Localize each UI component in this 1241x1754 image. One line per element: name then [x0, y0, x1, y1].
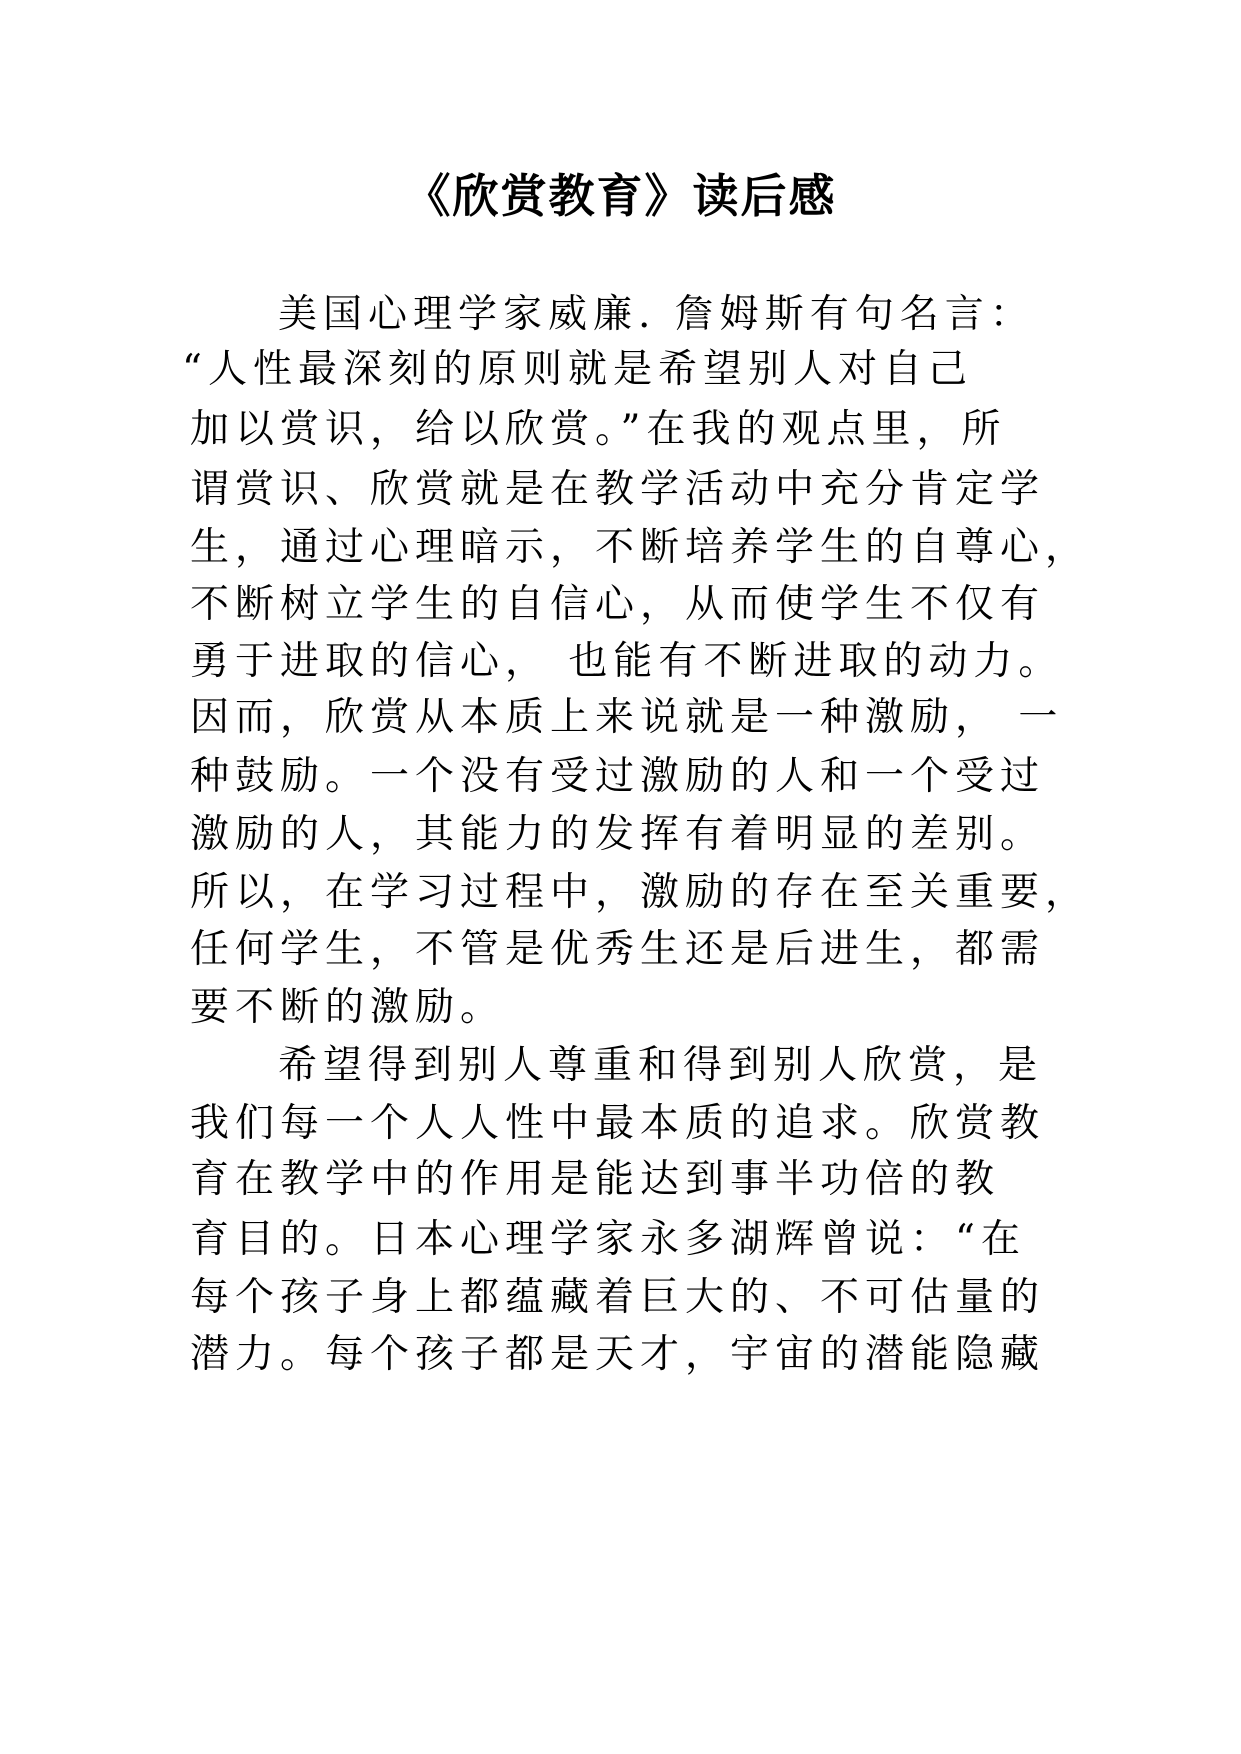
- paragraph-2-line: 我们每一个人人性中最本质的追求。欣赏教: [190, 1101, 1046, 1146]
- paragraph-1-line: 激励的人，其能力的发挥有着明显的差别。: [190, 812, 1046, 857]
- paragraph-1-line: 不断树立学生的自信心，从而使学生不仅有: [190, 582, 1046, 627]
- paragraph-1-line: 勇于进取的信心， 也能有不断进取的动力。: [190, 639, 1064, 684]
- paragraph-1-line: 加以赏识，给以欣赏。”在我的观点里，所: [190, 407, 1007, 452]
- paragraph-2-line: 希望得到别人尊重和得到别人欣赏，是: [278, 1043, 1044, 1088]
- paragraph-1-line: 要不断的激励。: [190, 985, 506, 1030]
- paragraph-1-line: “人性最深刻的原则就是希望别人对自己: [182, 347, 973, 392]
- paragraph-2-line: 每个孩子身上都蕴藏着巨大的、不可估量的: [190, 1275, 1046, 1320]
- paragraph-1-line: 因而，欣赏从本质上来说就是一种激励， 一: [190, 695, 1064, 740]
- paragraph-1-line: 所以，在学习过程中，激励的存在至关重要，: [190, 870, 1091, 915]
- paragraph-2-line: 育在教学中的作用是能达到事半功倍的教: [190, 1157, 1001, 1202]
- paragraph-1-line: 美国心理学家威廉. 詹姆斯有句名言：: [278, 292, 1035, 337]
- paragraph-1-line: 生，通过心理暗示，不断培养学生的自尊心，: [190, 525, 1091, 570]
- paragraph-2-line: 潜力。每个孩子都是天才，宇宙的潜能隐藏: [190, 1332, 1046, 1377]
- paragraph-2-line: 育目的。日本心理学家永多湖辉曾说：“在: [190, 1217, 1026, 1262]
- paragraph-1-line: 谓赏识、欣赏就是在教学活动中充分肯定学: [190, 467, 1046, 512]
- document-title: 《欣赏教育》读后感: [404, 169, 837, 223]
- paragraph-1-line: 种鼓励。一个没有受过激励的人和一个受过: [190, 754, 1046, 799]
- paragraph-1-line: 任何学生，不管是优秀生还是后进生，都需: [190, 927, 1046, 972]
